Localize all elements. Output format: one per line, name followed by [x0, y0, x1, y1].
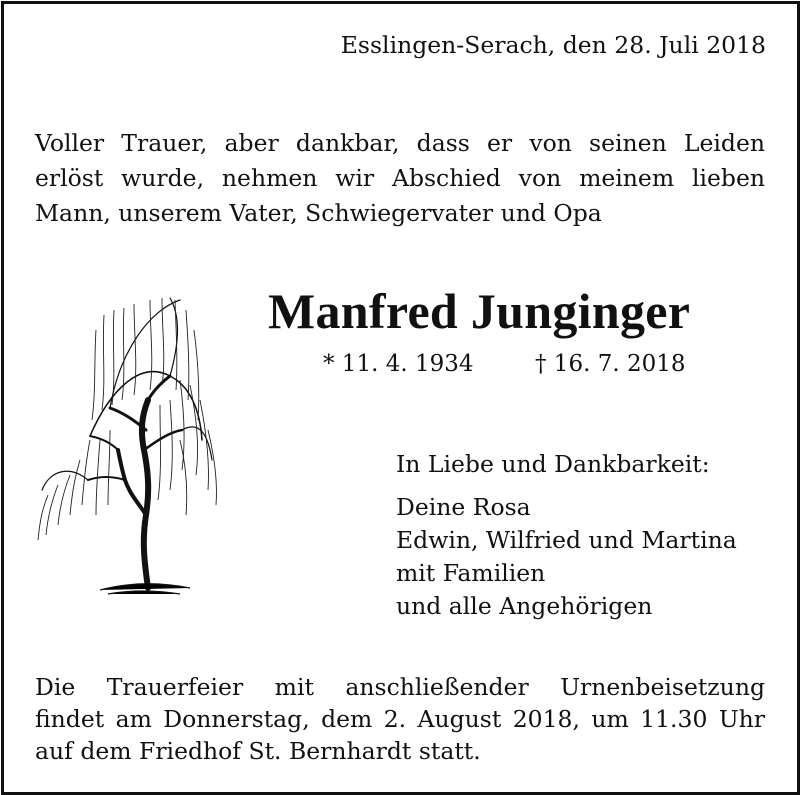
- mourner-line: Edwin, Wilfried und Martina: [396, 526, 737, 554]
- intro-line: Voller Trauer, aber dankbar, dass er von seinen Leiden: [35, 129, 765, 157]
- ceremony-text: [35, 671, 765, 767]
- mourners-lead: In Liebe und Dankbarkeit:: [396, 450, 710, 478]
- intro-line: Mann, unserem Vater, Schwiegervater und Opa: [35, 199, 602, 227]
- place-date: Esslingen-Serach, den 28. Juli 2018: [340, 31, 766, 59]
- death-date: † 16. 7. 2018: [535, 351, 686, 377]
- intro-line: erlöst wurde, nehmen wir Abschied von meinem lieben: [35, 164, 765, 192]
- life-dates: [323, 351, 686, 377]
- ceremony-line: Die Trauerfeier mit anschließender Urnenbeisetzung: [35, 673, 765, 701]
- intro-text: [35, 126, 765, 231]
- mourners-block: [396, 448, 737, 623]
- ceremony-line: auf dem Friedhof St. Bernhardt statt.: [35, 737, 481, 765]
- deceased-name: Manfred Junginger: [268, 283, 691, 339]
- mourner-line: mit Familien: [396, 559, 546, 587]
- mourner-line: und alle Angehörigen: [396, 592, 653, 620]
- ceremony-line: findet am Donnerstag, dem 2. August 2018, um 11.30 Uhr: [35, 705, 765, 733]
- weeping-willow-icon: [30, 290, 230, 600]
- birth-date: * 11. 4. 1934: [323, 351, 474, 377]
- mourner-line: Deine Rosa: [396, 493, 531, 521]
